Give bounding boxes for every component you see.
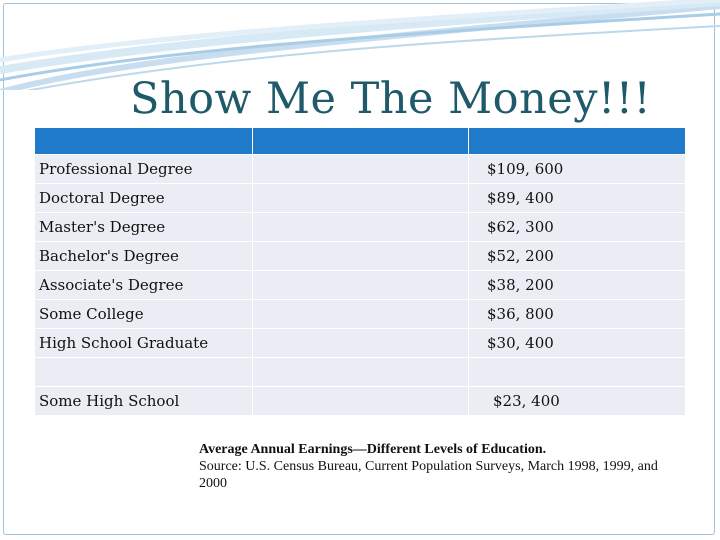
caption-heading: Average Annual Earnings—Different Levels of Education. (199, 442, 547, 457)
earnings-value: $62, 300 (487, 218, 554, 236)
table-row (35, 184, 686, 213)
spacer-cell (253, 213, 469, 242)
education-level: Bachelor's Degree (35, 242, 253, 271)
slide-title: Show Me The Money!!! (130, 74, 652, 124)
earnings-cell (469, 329, 686, 358)
table-row (35, 271, 686, 300)
header-cell (35, 128, 253, 155)
earnings-value: $109, 600 (487, 160, 564, 178)
earnings-cell (469, 155, 686, 184)
table-row (35, 329, 686, 358)
earnings-cell (469, 300, 686, 329)
earnings-cell (469, 358, 686, 387)
spacer-cell (253, 358, 469, 387)
table-row (35, 242, 686, 271)
table-row (35, 155, 686, 184)
education-level: Professional Degree (35, 155, 253, 184)
earnings-cell (469, 213, 686, 242)
education-level: Master's Degree (35, 213, 253, 242)
education-level (35, 358, 253, 387)
earnings-cell (469, 242, 686, 271)
earnings-value: $52, 200 (487, 247, 554, 265)
table-row (35, 300, 686, 329)
spacer-cell (253, 271, 469, 300)
earnings-value: $38, 200 (487, 276, 554, 294)
table-caption (199, 442, 669, 492)
spacer-cell (253, 387, 469, 416)
table-row (35, 213, 686, 242)
education-level: Doctoral Degree (35, 184, 253, 213)
education-level: Associate's Degree (35, 271, 253, 300)
earnings-cell (469, 387, 686, 416)
header-cell (469, 128, 686, 155)
earnings-value: $23, 400 (493, 392, 560, 410)
table-row (35, 387, 686, 416)
table-header-row (35, 128, 686, 155)
spacer-cell (253, 242, 469, 271)
education-level: Some High School (35, 387, 253, 416)
education-level: High School Graduate (35, 329, 253, 358)
spacer-cell (253, 184, 469, 213)
caption-source: Source: U.S. Census Bureau, Current Population Surveys, March 1998, 1999, and 2000 (199, 458, 658, 491)
education-level: Some College (35, 300, 253, 329)
earnings-value: $30, 400 (487, 334, 554, 352)
spacer-cell (253, 155, 469, 184)
earnings-cell (469, 184, 686, 213)
earnings-value: $36, 800 (487, 305, 554, 323)
spacer-cell (253, 329, 469, 358)
spacer-cell (253, 300, 469, 329)
table-row-empty (35, 358, 686, 387)
earnings-table (34, 127, 686, 416)
earnings-cell (469, 271, 686, 300)
earnings-value (473, 363, 487, 381)
earnings-value: $89, 400 (487, 189, 554, 207)
header-cell (253, 128, 469, 155)
